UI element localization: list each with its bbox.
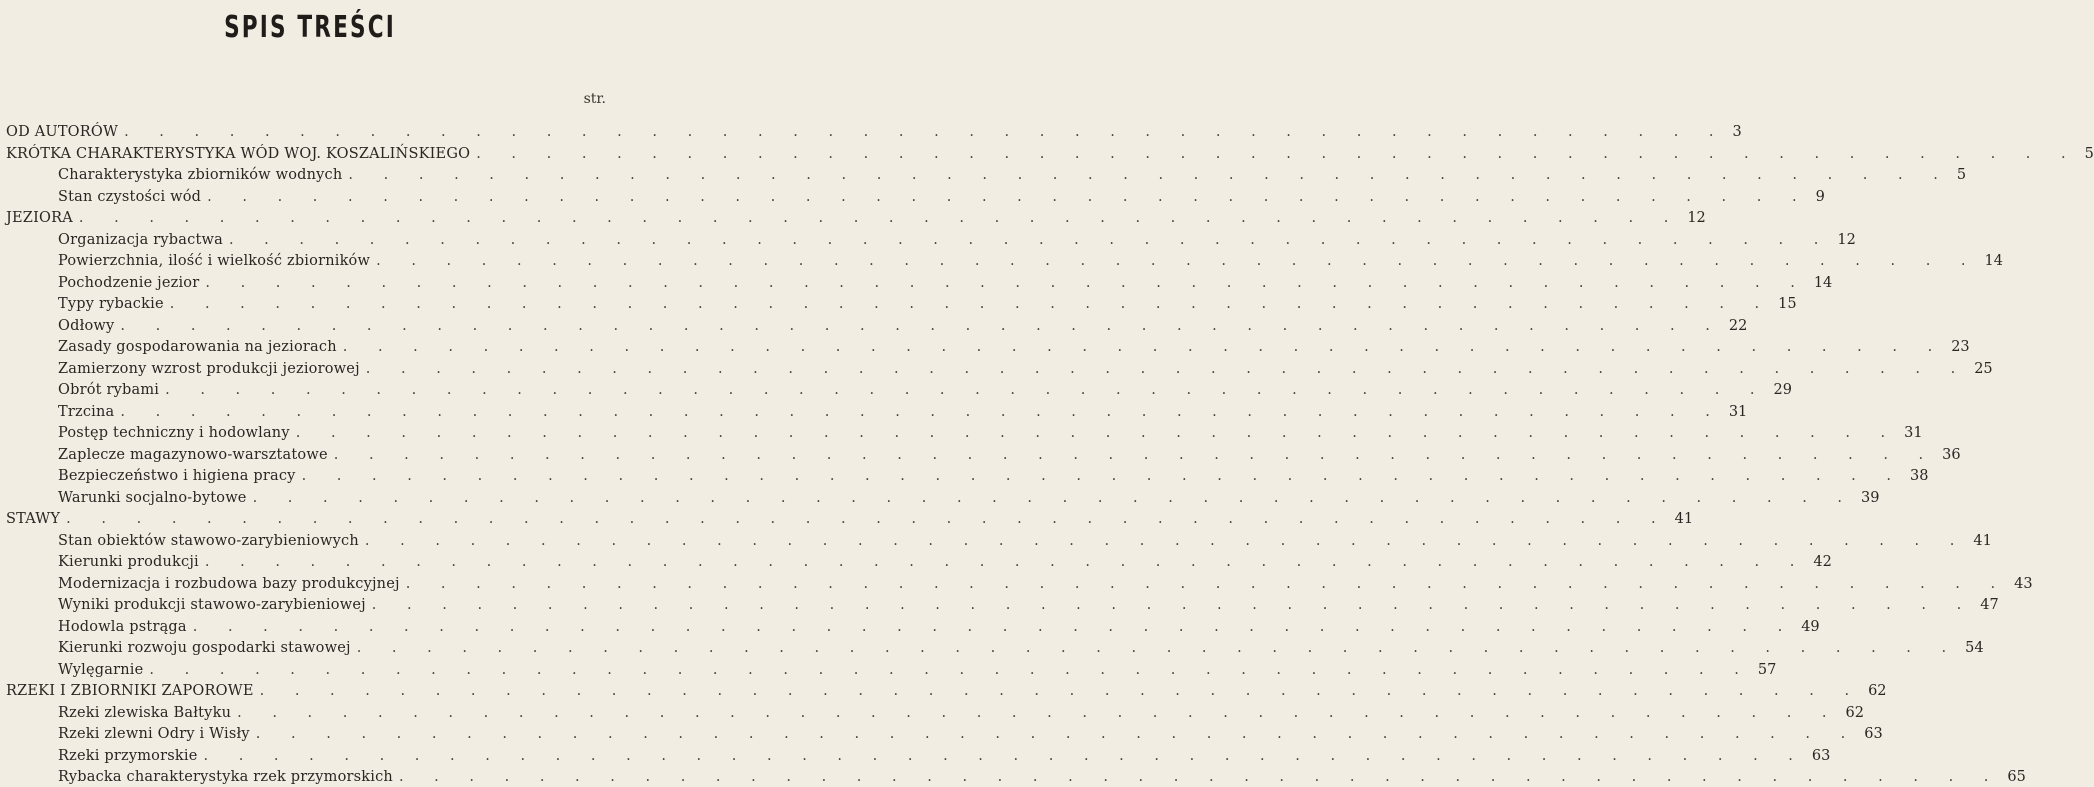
- toc-entry-page-number: 5: [2084, 145, 2094, 162]
- toc-entry-title: Zasady gospodarowania na jeziorach: [58, 339, 337, 355]
- toc-entry-title: Warunki socjalno-bytowe: [58, 489, 247, 506]
- toc-entry-page-number: 65: [2007, 769, 2026, 785]
- toc-entry: [6, 509, 1694, 529]
- toc-entry: [58, 767, 2026, 787]
- dot-leader: . . . . . . . . . . . . . . . . . . . . . . . . . . . . . . . . . . . . . . . . . . . . . .: [376, 253, 1979, 269]
- toc-entry: [58, 187, 1825, 207]
- dot-leader: . . . . . . . . . . . . . . . . . . . . . . . . . . . . . . . . . . . . . . . . . . . . . .: [228, 231, 1832, 248]
- toc-entry-title: OD AUTORÓW: [6, 124, 119, 140]
- toc-entry: [58, 746, 1831, 766]
- toc-entry: [58, 294, 1797, 314]
- toc-entry: [58, 165, 1967, 185]
- toc-entry: [58, 402, 1748, 422]
- toc-entry-page-number: 12: [1687, 210, 1706, 226]
- toc-entry-page-number: 14: [1984, 253, 2003, 269]
- toc-entry: [58, 273, 1833, 293]
- toc-entry: [58, 724, 1883, 744]
- dot-leader: . . . . . . . . . . . . . . . . . . . . . . . . . . . . . . . . . . . . . . . . . . . . . .: [78, 210, 1682, 226]
- dot-leader: . . . . . . . . . . . . . . . . . . . . . . . . . . . . . . . . . . . . . . . . . . . . . .: [364, 532, 1968, 549]
- dot-leader: . . . . . . . . . . . . . . . . . . . . . . . . . . . . . . . . . . . . . . . . . . . . . .: [120, 403, 1723, 420]
- toc-entry-title: Wyniki produkcji stawowo-zarybieniowej: [58, 597, 366, 613]
- dot-leader: . . . . . . . . . . . . . . . . . . . . . . . . . . . . . . . . . . . . . . . . . . . . . .: [255, 726, 1859, 742]
- toc-entry-title: Bezpieczeństwo i higiena pracy: [58, 468, 296, 484]
- toc-entry-page-number: 38: [1910, 468, 1929, 484]
- toc-entry: [58, 703, 1864, 723]
- toc-entry-page-number: 12: [1837, 231, 1856, 248]
- toc-entry-title: Postęp techniczny i hodowlany: [58, 425, 290, 441]
- toc-entry: [6, 681, 1887, 701]
- toc-entry-title: Powierzchnia, ilość i wielkość zbiorników: [58, 253, 371, 269]
- toc-entry-title: Rzeki zlewiska Bałtyku: [58, 704, 232, 721]
- toc-entry-title: Odłowy: [58, 317, 115, 334]
- toc-entry-page-number: 49: [1801, 618, 1820, 635]
- dot-leader: . . . . . . . . . . . . . . . . . . . . . . . . . . . . . . . . . . . . . . . . . . . . . .: [66, 511, 1669, 527]
- toc-entry-page-number: 25: [1974, 360, 1993, 377]
- toc-entry-page-number: 43: [2014, 575, 2033, 592]
- dot-leader: . . . . . . . . . . . . . . . . . . . . . . . . . . . . . . . . . . . . . . . . . . . . . .: [204, 554, 1808, 570]
- toc-entry-title: Rzeki zlewni Odry i Wisły: [58, 726, 250, 742]
- toc-entry-page-number: 57: [1757, 661, 1777, 678]
- toc-entry: [58, 230, 1856, 250]
- toc-entry: [58, 466, 1929, 486]
- toc-entry: [58, 316, 1748, 336]
- toc-entry-page-number: 15: [1778, 296, 1797, 312]
- toc-entry-page-number: 42: [1813, 554, 1832, 570]
- toc-entry-title: Obrót rybami: [58, 382, 160, 398]
- toc-entry-page-number: 62: [1868, 683, 1887, 699]
- toc-entry-title: Trzcina: [58, 403, 115, 420]
- toc-entry-page-number: 31: [1904, 425, 1923, 441]
- dot-leader: . . . . . . . . . . . . . . . . . . . . . . . . . . . . . . . . . . . . . . . . . . . . . .: [237, 704, 1840, 721]
- dot-leader: . . . . . . . . . . . . . . . . . . . . . . . . . . . . . . . . . . . . . . . . . . . . . .: [205, 274, 1808, 291]
- toc-entry: [58, 380, 1792, 400]
- toc-entry-title: Modernizacja i rozbudowa bazy produkcyjnej: [58, 575, 400, 592]
- toc-entry: [58, 251, 2003, 271]
- toc-entry-page-number: 22: [1728, 317, 1748, 334]
- dot-leader: . . . . . . . . . . . . . . . . . . . . . . . . . . . . . . . . . . . . . . . . . . . . . .: [192, 618, 1796, 635]
- toc-entry: [58, 595, 1999, 615]
- dot-leader: . . . . . . . . . . . . . . . . . . . . . . . . . . . . . . . . . . . . . . . . . . . . . .: [165, 382, 1768, 398]
- dot-leader: . . . . . . . . . . . . . . . . . . . . . . . . . . . . . . . . . . . . . . . . . . . . . .: [342, 339, 1946, 355]
- dot-leader: . . . . . . . . . . . . . . . . . . . . . . . . . . . . . . . . . . . . . . . . . . . . . .: [398, 769, 2002, 785]
- toc-entry-page-number: 36: [1942, 446, 1961, 463]
- toc-entry-page-number: 29: [1773, 382, 1792, 398]
- toc-entry-title: Rybacka charakterystyka rzek przymorskich: [58, 769, 393, 785]
- toc-entry-page-number: 23: [1951, 339, 1970, 355]
- toc-entry-title: RZEKI I ZBIORNIKI ZAPOROWE: [6, 683, 254, 699]
- toc-entry: [6, 208, 1706, 228]
- toc-entry: [58, 552, 1832, 572]
- toc-entry: [58, 617, 1820, 637]
- toc-entry-title: Wylęgarnie: [58, 661, 144, 678]
- toc-entry-title: Hodowla pstrąga: [58, 618, 187, 635]
- dot-leader: . . . . . . . . . . . . . . . . . . . . . . . . . . . . . . . . . . . . . . . . . . . . . .: [301, 468, 1904, 484]
- dot-leader: . . . . . . . . . . . . . . . . . . . . . . . . . . . . . . . . . . . . . . . . . . . . . .: [120, 317, 1723, 334]
- toc-entry-page-number: 63: [1811, 747, 1831, 764]
- toc-entry-page-number: 63: [1864, 726, 1883, 742]
- toc-entry-page-number: 47: [1980, 597, 1999, 613]
- toc-entry-title: Stan obiektów stawowo-zarybieniowych: [58, 532, 359, 549]
- toc-entry: [58, 638, 1984, 658]
- dot-leader: . . . . . . . . . . . . . . . . . . . . . . . . . . . . . . . . . . . . . . . . . . . . . .: [356, 640, 1960, 656]
- toc-entry-page-number: 54: [1965, 640, 1984, 656]
- toc-entry-title: KRÓTKA CHARAKTERYSTYKA WÓD WOJ. KOSZALIŃSKIEGO: [6, 145, 471, 162]
- dot-leader: . . . . . . . . . . . . . . . . . . . . . . . . . . . . . . . . . . . . . . . . . . . . . .: [149, 661, 1752, 678]
- toc-entry-page-number: 14: [1813, 274, 1833, 291]
- toc-entry-page-number: 3: [1732, 124, 1742, 140]
- dot-leader: . . . . . . . . . . . . . . . . . . . . . . . . . . . . . . . . . . . . . . . . . . . . . .: [252, 489, 1856, 506]
- toc-entry-title: STAWY: [6, 511, 61, 527]
- toc-entry: [58, 574, 2033, 594]
- toc-entry-title: Pochodzenie jezior: [58, 274, 200, 291]
- dot-leader: . . . . . . . . . . . . . . . . . . . . . . . . . . . . . . . . . . . . . . . . . . . . . .: [333, 446, 1937, 463]
- dot-leader: . . . . . . . . . . . . . . . . . . . . . . . . . . . . . . . . . . . . . . . . . . . . . .: [169, 296, 1773, 312]
- dot-leader: . . . . . . . . . . . . . . . . . . . . . . . . . . . . . . . . . . . . . . . . . . . . . .: [348, 167, 1951, 183]
- toc-entry-page-number: 9: [1815, 188, 1825, 205]
- toc-entry-title: Stan czystości wód: [58, 188, 202, 205]
- toc-entry-page-number: 62: [1845, 704, 1864, 721]
- toc-entry: [58, 337, 1970, 357]
- toc-entry: [58, 660, 1777, 680]
- toc-entry-page-number: 5: [1956, 167, 1967, 183]
- dot-leader: . . . . . . . . . . . . . . . . . . . . . . . . . . . . . . . . . . . . . . . . . . . . . .: [124, 124, 1727, 140]
- toc-entry: [6, 122, 1742, 142]
- toc-entry-title: Kierunki rozwoju gospodarki stawowej: [58, 640, 351, 656]
- page-column-label: str.: [583, 91, 606, 107]
- toc-entry-title: Organizacja rybactwa: [58, 231, 223, 248]
- dot-leader: . . . . . . . . . . . . . . . . . . . . . . . . . . . . . . . . . . . . . . . . . . . . . .: [365, 360, 1969, 377]
- dot-leader: . . . . . . . . . . . . . . . . . . . . . . . . . . . . . . . . . . . . . . . . . . . . . .: [259, 683, 1863, 699]
- dot-leader: . . . . . . . . . . . . . . . . . . . . . . . . . . . . . . . . . . . . . . . . . . . . . .: [207, 188, 1810, 205]
- page-title: SPIS TREŚCI: [224, 10, 396, 45]
- toc-entry: [58, 359, 1993, 379]
- toc-entry: [6, 144, 2094, 164]
- dot-leader: . . . . . . . . . . . . . . . . . . . . . . . . . . . . . . . . . . . . . . . . . . . . . .: [405, 575, 2009, 592]
- toc-entry: [58, 423, 1923, 443]
- toc-entry-title: JEZIORA: [6, 210, 73, 226]
- toc-entry-title: Kierunki produkcji: [58, 554, 199, 570]
- toc-entry: [58, 531, 1992, 551]
- toc-entry: [58, 445, 1961, 465]
- toc-entry-title: Charakterystyka zbiorników wodnych: [58, 167, 343, 183]
- toc-entry-page-number: 31: [1728, 403, 1748, 420]
- dot-leader: . . . . . . . . . . . . . . . . . . . . . . . . . . . . . . . . . . . . . . . . . . . . . .: [203, 747, 1806, 764]
- toc-entry-page-number: 41: [1674, 511, 1694, 527]
- toc-entry: [58, 488, 1880, 508]
- dot-leader: . . . . . . . . . . . . . . . . . . . . . . . . . . . . . . . . . . . . . . . . . . . . . .: [295, 425, 1899, 441]
- dot-leader: . . . . . . . . . . . . . . . . . . . . . . . . . . . . . . . . . . . . . . . . . . . . . .: [476, 145, 2079, 162]
- toc-entry-title: Zaplecze magazynowo-warsztatowe: [58, 446, 328, 463]
- toc-entry-page-number: 39: [1861, 489, 1880, 506]
- toc-entry-title: Rzeki przymorskie: [58, 747, 198, 764]
- toc-entry-title: Zamierzony wzrost produkcji jeziorowej: [58, 360, 360, 377]
- toc-entry-page-number: 41: [1973, 532, 1992, 549]
- dot-leader: . . . . . . . . . . . . . . . . . . . . . . . . . . . . . . . . . . . . . . . . . . . . . .: [371, 597, 1975, 613]
- toc-entry-title: Typy rybackie: [58, 296, 164, 312]
